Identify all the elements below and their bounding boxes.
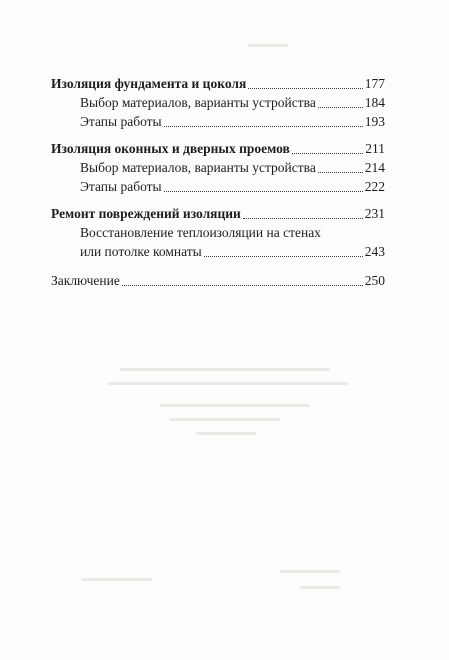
bleed-through-mark — [170, 418, 280, 421]
toc-entry-title: Выбор материалов, варианты устройства — [80, 95, 316, 110]
toc-entry[interactable] — [80, 95, 385, 111]
toc-entry[interactable] — [80, 114, 385, 130]
bleed-through-mark — [300, 586, 340, 589]
bleed-through-mark — [160, 404, 310, 407]
toc-entry[interactable] — [51, 76, 385, 92]
toc-page-number: 184 — [364, 95, 385, 110]
toc-page-number: 250 — [364, 273, 385, 288]
toc-entry[interactable] — [80, 179, 385, 195]
toc-entry-title: Изоляция оконных и дверных проемов — [51, 141, 290, 156]
dot-leader — [318, 107, 363, 108]
toc-entry-title-line2: или потолке комнаты — [80, 244, 202, 259]
toc-entry-title: Ремонт повреждений изоляции — [51, 206, 241, 221]
toc-page-number: 214 — [364, 160, 385, 175]
toc-entry[interactable] — [51, 206, 385, 222]
dot-leader — [164, 126, 363, 127]
bleed-through-mark — [196, 432, 256, 435]
toc-page-number: 177 — [364, 76, 385, 91]
toc-entry-title: Изоляция фундамента и цоколя — [51, 76, 247, 91]
toc-page-number: 231 — [364, 206, 385, 221]
dot-leader — [204, 256, 363, 257]
toc-entry[interactable] — [51, 273, 385, 289]
dot-leader — [318, 172, 363, 173]
dot-leader — [122, 285, 363, 286]
toc-entry-title: Заключение — [51, 273, 120, 288]
toc-page-number: 222 — [364, 179, 385, 194]
bleed-through-mark — [108, 382, 348, 385]
toc-entry[interactable] — [80, 160, 385, 176]
toc-page-number: 211 — [365, 141, 385, 156]
toc-entry[interactable] — [80, 225, 385, 260]
toc-entry-title: Этапы работы — [80, 179, 162, 194]
bleed-through-mark — [248, 44, 288, 47]
toc-page-number: 243 — [364, 244, 385, 259]
bleed-through-mark — [120, 368, 330, 371]
toc-entry-last-line — [80, 244, 385, 260]
toc-entry-title: Этапы работы — [80, 114, 162, 129]
toc-entry-title: Выбор материалов, варианты устройства — [80, 160, 316, 175]
toc-entry[interactable] — [51, 141, 385, 157]
toc-page-number: 193 — [364, 114, 385, 129]
dot-leader — [292, 153, 363, 154]
bleed-through-mark — [82, 578, 152, 581]
dot-leader — [248, 88, 362, 89]
toc-entry-title-line1: Восстановление теплоизоляции на стенах — [80, 225, 321, 240]
bleed-through-mark — [280, 570, 340, 573]
dot-leader — [243, 218, 363, 219]
dot-leader — [164, 191, 363, 192]
